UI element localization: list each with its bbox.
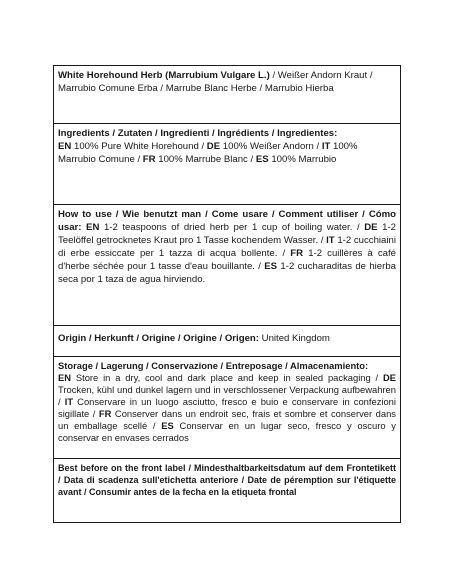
how-to-use-it: 1-2 cucchiaini di erbe essiccate per 1 tazza di acqua bollente. / <box>58 235 396 259</box>
storage-fr: Conserver dans un endroit sec, frais et sombre et conserver dans un emballage scellé / <box>58 408 396 431</box>
lang-code-de: DE <box>364 222 378 233</box>
ingredients-fr: 100% Marrube Blanc / <box>155 154 256 165</box>
best-before-text: Best before on the front label / Mindesthaltbarkeitsdatum auf dem Frontetikett / Data di scadenza sull'etichetta anteriore / Date de péremption sur l'étiquette avant / Consumir antes de la fecha en la etiqueta frontal <box>58 463 396 497</box>
ingredients-de: 100% Weißer Andorn / <box>220 141 322 152</box>
origin-heading: Origin / Herkunft / Origine / Origine / Origen: <box>58 333 259 344</box>
origin-section <box>54 325 400 356</box>
how-to-use-en: 1-2 teaspoons of dried herb per 1 cup of boiling water. / <box>99 222 365 233</box>
lang-code-en: EN <box>58 372 72 383</box>
lang-code-fr: FR <box>98 408 112 419</box>
storage-en: Store in a dry, cool and dark place and keep in sealed packaging / <box>71 372 383 383</box>
product-label <box>53 65 401 523</box>
product-name-translations: / Weißer Andorn Kraut / Marrubio Comune Erba / Marrube Blanc Herbe / Marrubio Hierba <box>58 70 373 94</box>
product-name-latin: White Horehound Herb (Marrubium Vulgare L.) <box>58 70 270 81</box>
origin-value: United Kingdom <box>258 333 330 344</box>
ingredients-es: 100% Marrubio <box>268 154 337 165</box>
how-to-use-fr: 1-2 cuillères à café d'herbe séchée pour 1 tasse d'eau bouillante. / <box>58 248 396 272</box>
storage-es: Conservar en un lugar seco, fresco y oscuro y conservar en envases cerrados <box>58 420 396 443</box>
how-to-use-de: 1-2 Teelöffel getrocknetes Kraut pro 1 Tasse kochendem Wasser. / <box>58 222 396 246</box>
how-to-use-es: 1-2 cucharaditas de hierba seca por 1 taza de agua hirviendo. <box>58 261 396 285</box>
lang-code-de: DE <box>382 372 396 383</box>
product-name-section <box>54 66 400 123</box>
best-before-section <box>54 458 400 524</box>
storage-heading: Storage / Lagerung / Conservazione / Entreposage / Almacenamiento: <box>58 360 369 371</box>
lang-code-en: EN <box>86 222 100 233</box>
lang-code-es: ES <box>264 261 278 272</box>
lang-code-it: IT <box>321 141 331 152</box>
lang-code-fr: FR <box>290 248 304 259</box>
ingredients-text <box>58 141 358 165</box>
ingredients-en: 100% Pure White Horehound / <box>71 141 207 152</box>
how-to-use-heading: How to use / Wie benutzt man / Come usare / Comment utiliser / Cómo usar: <box>58 209 396 233</box>
lang-code-it: IT <box>326 235 335 246</box>
ingredients-heading: Ingredients / Zutaten / Ingredienti / Ingrédients / Ingredientes: <box>58 128 338 139</box>
storage-de: Trocken, kühl und dunkel lagern und in verschlossener Verpackung aufbewahren / <box>58 384 396 407</box>
lang-code-de: DE <box>206 141 221 152</box>
lang-code-it: IT <box>64 396 74 407</box>
how-to-use-section <box>54 204 400 325</box>
lang-code-es: ES <box>161 420 174 431</box>
lang-code-fr: FR <box>142 154 156 165</box>
lang-code-en: EN <box>58 141 72 152</box>
storage-section <box>54 356 400 458</box>
ingredients-section <box>54 123 400 204</box>
storage-it: Conservare in un luogo asciutto, fresco e buio e conservare in confezioni sigillate / <box>58 396 396 419</box>
lang-code-es: ES <box>255 154 269 165</box>
ingredients-it: 100% Marrubio Comune / <box>58 141 358 165</box>
